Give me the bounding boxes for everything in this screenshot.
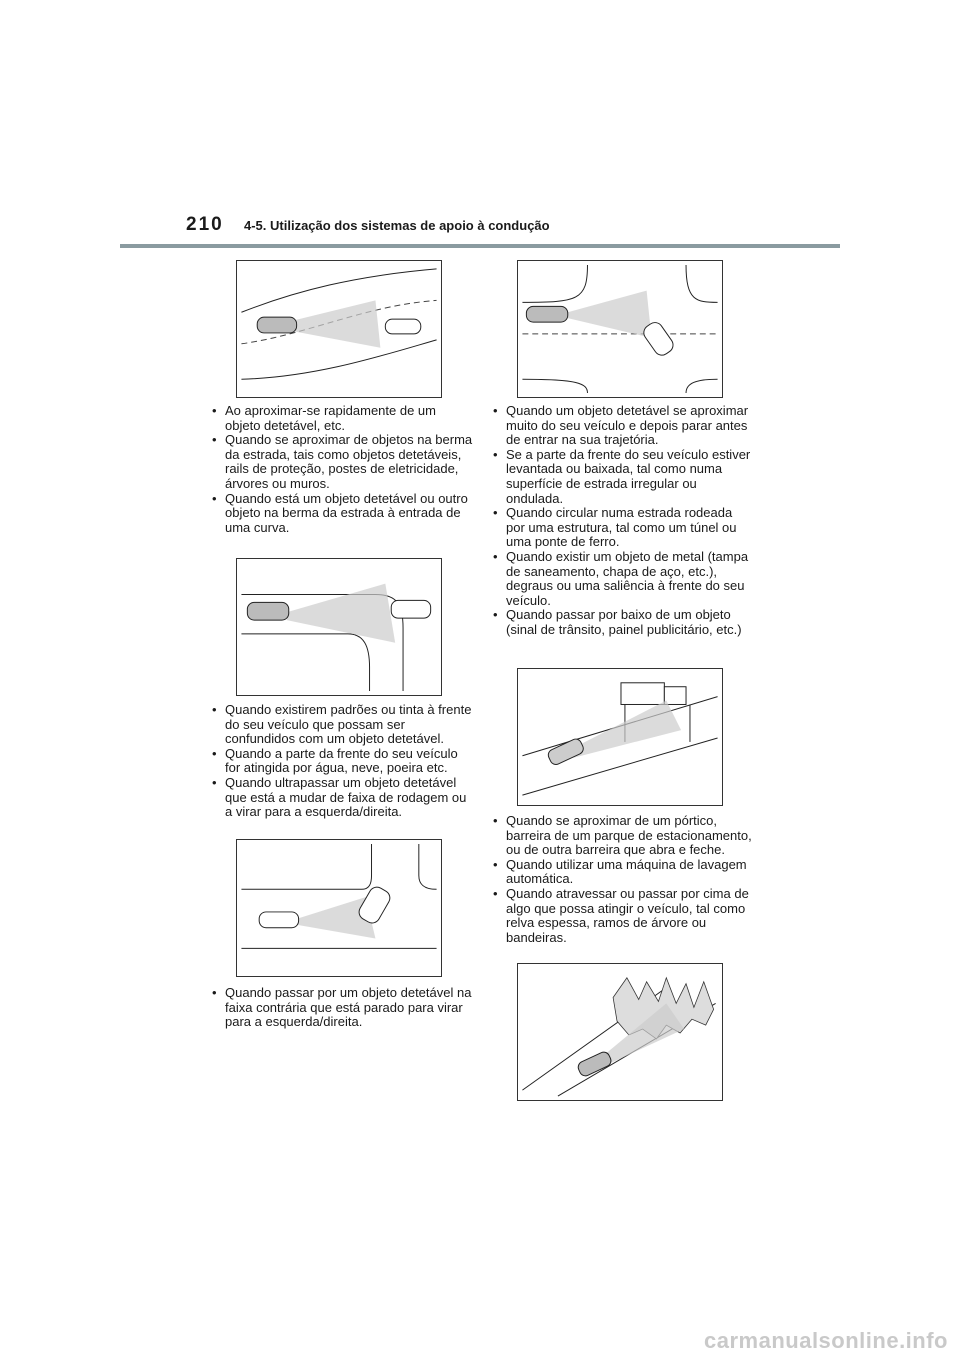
list-item: • Se a parte da frente do seu veículo estiver levantada ou baixada, tal como numa superfície de estrada irregular ou ondulada. bbox=[492, 448, 754, 506]
illustration-turning-vehicle bbox=[236, 839, 442, 977]
list-item: • Ao aproximar-se rapidamente de um objeto detetável, etc. bbox=[211, 404, 473, 433]
list-item: • Quando se aproximar de objetos na berma da estrada, tais como objetos detetáveis, rails de proteção, postes de eletricidade, árvores ou muros. bbox=[211, 433, 473, 491]
right-bullets-2 bbox=[492, 814, 754, 945]
list-item: • Quando ultrapassar um objeto detetável que está a mudar de faixa de rodagem ou a virar para a esquerda/direita. bbox=[211, 776, 473, 820]
list-item: • Quando está um objeto detetável ou outro objeto na berma da estrada à entrada de uma curva. bbox=[211, 492, 473, 536]
page-number: 210 bbox=[186, 214, 224, 235]
illustration-thick-grass bbox=[517, 963, 723, 1101]
list-item: • Quando um objeto detetável se aproximar muito do seu veículo e depois parar antes de entrar na sua trajetória. bbox=[492, 404, 754, 448]
header-rule bbox=[120, 244, 840, 248]
illustration-roadside-object bbox=[236, 558, 442, 696]
illustration-overhead-sign bbox=[517, 668, 723, 806]
list-item: • Quando existir um objeto de metal (tampa de saneamento, chapa de aço, etc.), degraus ou uma saliência à frente do seu veículo. bbox=[492, 550, 754, 608]
list-item: • Quando utilizar uma máquina de lavagem automática. bbox=[492, 858, 754, 887]
list-item: • Quando passar por um objeto detetável na faixa contrária que está parado para virar para a esquerda/direita. bbox=[211, 986, 473, 1030]
list-item: • Quando circular numa estrada rodeada por uma estrutura, tal como um túnel ou uma ponte de ferro. bbox=[492, 506, 754, 550]
list-item: • Quando atravessar ou passar por cima de algo que possa atingir o veículo, tal como relva espessa, ramos de árvore ou bandeiras. bbox=[492, 887, 754, 945]
list-item: • Quando a parte da frente do seu veículo for atingida por água, neve, poeira etc. bbox=[211, 747, 473, 776]
list-item: • Quando passar por baixo de um objeto (sinal de trânsito, painel publicitário, etc.) bbox=[492, 608, 754, 637]
section-title: 4-5. Utilização dos sistemas de apoio à condução bbox=[244, 218, 550, 233]
list-item: • Quando existirem padrões ou tinta à frente do seu veículo que possam ser confundidos com um objeto detetável. bbox=[211, 703, 473, 747]
left-bullets-1 bbox=[211, 404, 473, 535]
list-item: • Quando se aproximar de um pórtico, barreira de um parque de estacionamento, ou de outra barreira que abra e feche. bbox=[492, 814, 754, 858]
footer-watermark: carmanualsonline.info bbox=[704, 1328, 948, 1353]
illustration-crossing-vehicle bbox=[517, 260, 723, 398]
right-bullets-1 bbox=[492, 404, 754, 638]
left-bullets-2 bbox=[211, 703, 473, 820]
illustration-curve-approach bbox=[236, 260, 442, 398]
left-bullets-3 bbox=[211, 986, 473, 1030]
